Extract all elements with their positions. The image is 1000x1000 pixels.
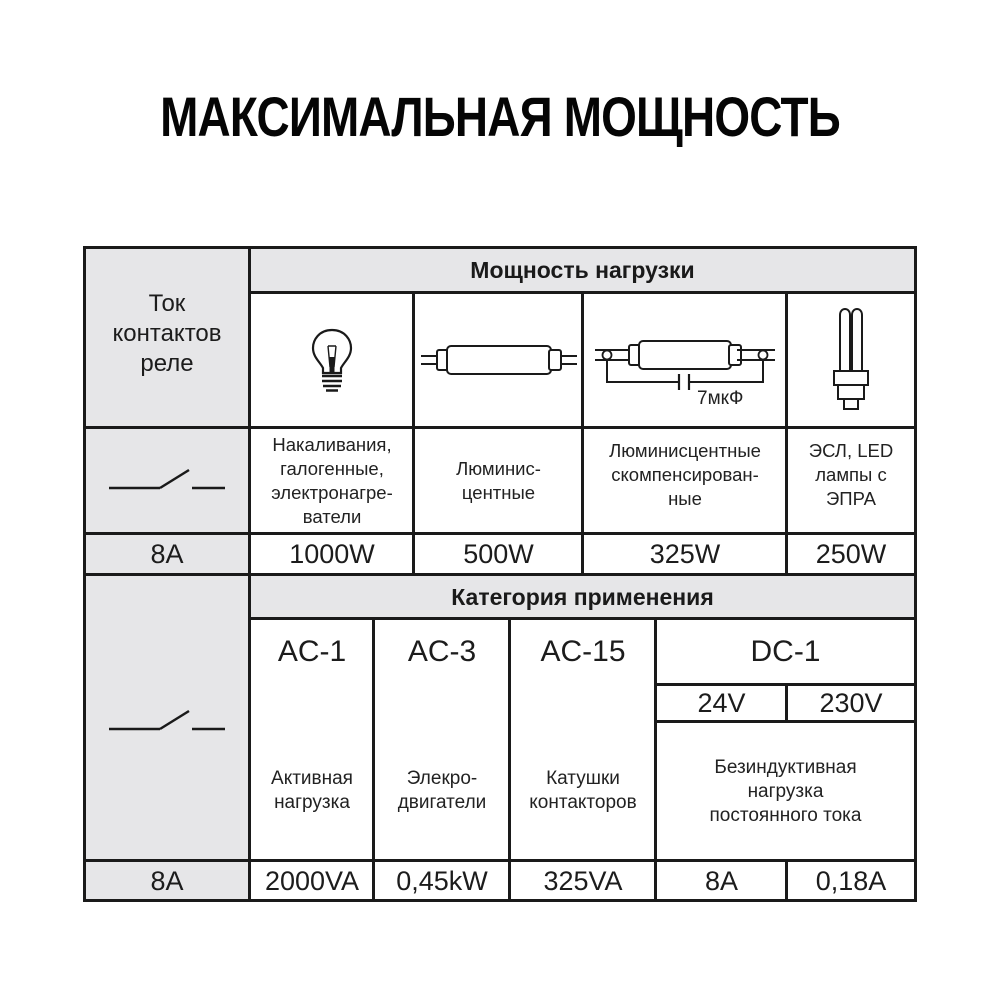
- desc-line: лампы с: [815, 464, 887, 485]
- grid-line: [83, 859, 917, 862]
- desc-line: Активная: [271, 768, 353, 789]
- grid-line: [508, 618, 511, 901]
- desc-compensated-fluorescent: [583, 428, 787, 534]
- grid-line: [785, 859, 788, 901]
- desc-line: Катушки: [546, 768, 620, 789]
- desc-line: ные: [668, 488, 702, 509]
- grid-line: [249, 617, 916, 620]
- desc-line: скомпенсирован-: [611, 464, 759, 485]
- desc-line: электронагре-: [271, 482, 393, 503]
- desc-incandescent: [250, 428, 414, 534]
- table-border-bottom: [83, 899, 917, 902]
- desc-line: Элекро-: [406, 768, 478, 789]
- grid-line: [372, 618, 375, 901]
- category-ac1: [250, 619, 374, 861]
- power-value-fluorescent: 500W: [414, 534, 583, 575]
- table-border-top: [83, 246, 917, 249]
- grid-line: [83, 573, 917, 576]
- relay-contact-open-icon: [107, 707, 227, 737]
- category-code: AC-15: [540, 635, 626, 668]
- incandescent-bulb-icon: [310, 327, 354, 393]
- category-value-dc1-24v: 8A: [656, 861, 787, 901]
- power-value-cfl-led: 250W: [787, 534, 915, 575]
- power-value-incandescent: 1000W: [250, 534, 414, 575]
- relay-current-value-bottom: 8A: [84, 861, 250, 901]
- icon-cell-incandescent: [250, 292, 414, 428]
- relay-contact-open-icon: [107, 466, 227, 496]
- dc1-description: [656, 722, 915, 861]
- category-code: AC-1: [277, 635, 347, 668]
- icon-cell-fluorescent: [414, 292, 583, 428]
- page-title: МАКСИМАЛЬНАЯ МОЩНОСТЬ: [160, 85, 840, 148]
- desc-line: Люминис-: [456, 458, 541, 479]
- relay-current-value-top: 8A: [84, 534, 250, 575]
- compensated-fluorescent-tube-icon: [593, 324, 777, 404]
- grid-line: [654, 618, 657, 901]
- switch-symbol-cell-bottom: [84, 575, 250, 861]
- desc-line: контакторов: [529, 792, 637, 813]
- desc-line: постоянного тока: [709, 804, 862, 826]
- power-section-header: Мощность нагрузки: [250, 248, 915, 292]
- relay-current-label-line1: Ток: [148, 290, 186, 317]
- grid-line: [785, 292, 788, 574]
- desc-line: нагрузка: [747, 780, 824, 802]
- icon-cell-cfl: [787, 292, 915, 428]
- desc-cfl-led: [787, 428, 915, 534]
- grid-line: [83, 532, 917, 535]
- grid-line: [785, 683, 788, 722]
- category-ac3: [374, 619, 510, 861]
- relay-current-label-cell: [84, 248, 250, 428]
- relay-current-label-line2: контактов: [112, 320, 222, 347]
- desc-line: галогенные,: [280, 458, 384, 479]
- category-value-ac1: 2000VA: [250, 861, 374, 901]
- desc-line: ЭСЛ, LED: [808, 440, 894, 461]
- desc-fluorescent: [414, 428, 583, 534]
- desc-line: Люминисцентные: [609, 440, 761, 461]
- dc1-voltage-24v: 24V: [656, 684, 787, 722]
- category-dc1-code: DC-1: [656, 619, 915, 684]
- category-value-ac15: 325VA: [510, 861, 656, 901]
- category-value-dc1-230v: 0,18A: [787, 861, 915, 901]
- desc-line: двигатели: [397, 792, 487, 813]
- desc-line: Накаливания,: [272, 434, 392, 455]
- relay-current-label-line3: реле: [140, 350, 194, 377]
- desc-line: Безиндуктивная: [714, 756, 857, 778]
- fluorescent-tube-icon: [419, 343, 579, 377]
- desc-line: ЭПРА: [825, 488, 877, 509]
- desc-line: центные: [461, 482, 536, 503]
- power-value-compensated: 325W: [583, 534, 787, 575]
- grid-line: [581, 292, 584, 574]
- grid-line: [83, 426, 917, 429]
- category-section-header: Категория применения: [250, 575, 915, 619]
- category-value-ac3: 0,45kW: [374, 861, 510, 901]
- grid-line: [412, 292, 415, 574]
- cfl-lamp-icon: [831, 305, 871, 415]
- dc1-voltage-230v: 230V: [787, 684, 915, 722]
- category-ac15: [510, 619, 656, 861]
- desc-line: ватели: [302, 506, 362, 527]
- capacitor-label: 7мкФ: [697, 388, 744, 409]
- category-code: AC-3: [407, 635, 477, 668]
- icon-cell-compensated-fluorescent: [583, 292, 787, 428]
- desc-line: нагрузка: [274, 792, 350, 813]
- switch-symbol-cell-top: [84, 428, 250, 534]
